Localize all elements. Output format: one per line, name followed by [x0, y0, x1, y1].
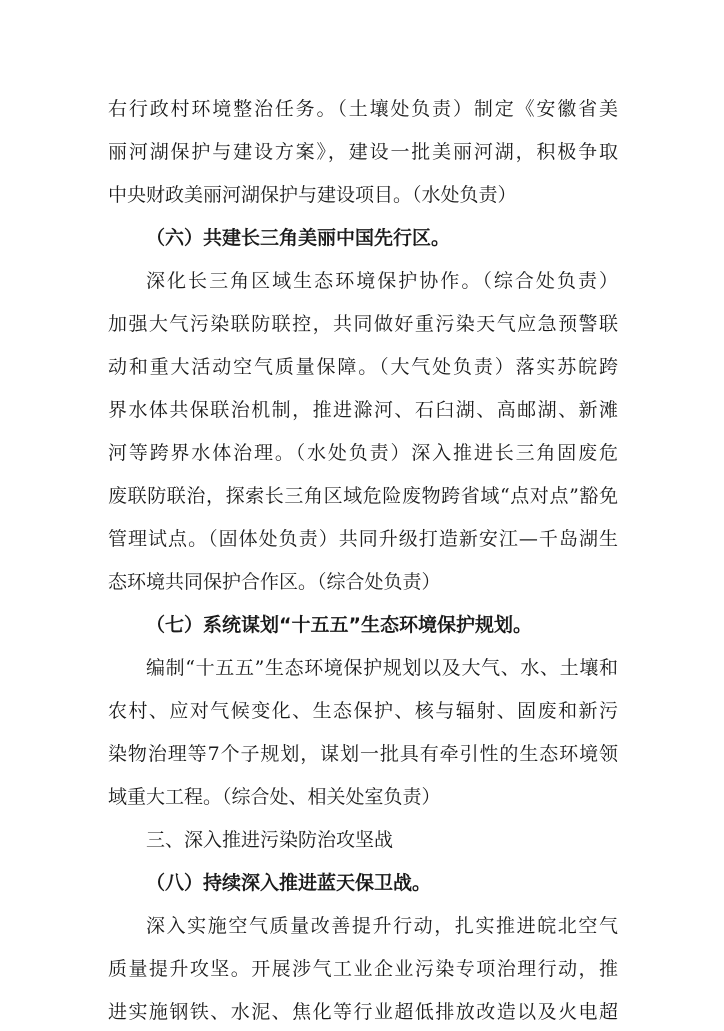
- body-line: 界水体共保联治机制，推进滁河、石臼湖、高邮湖、新滩: [108, 399, 618, 421]
- body-line: 态环境共同保护合作区。（综合处负责）: [108, 571, 441, 593]
- body-line: 加强大气污染联防联控，共同做好重污染天气应急预警联: [108, 313, 618, 335]
- body-line: 中央财政美丽河湖保护与建设项目。（水处负责）: [108, 184, 517, 206]
- body-line: 丽河湖保护与建设方案》，建设一批美丽河湖，积极争取: [108, 141, 618, 163]
- subheading-6: （六）共建长三角美丽中国先行区。: [146, 227, 451, 249]
- body-line: 废联防联治，探索长三角区域危险废物跨省域“点对点”豁免: [108, 485, 618, 507]
- body-line: 农村、应对气候变化、生态保护、核与辐射、固废和新污: [108, 700, 618, 722]
- body-line: 动和重大活动空气质量保障。（大气处负责）落实苏皖跨: [108, 356, 618, 378]
- subheading-7: （七）系统谋划“十五五”生态环境保护规划。: [146, 614, 532, 636]
- section-heading-3: 三、深入推进污染防治攻坚战: [146, 829, 394, 851]
- body-line: 右行政村环境整治任务。（土壤处负责）制定《安徽省美: [108, 98, 618, 120]
- body-line: 河等跨界水体治理。（水处负责）深入推进长三角固废危: [108, 442, 618, 464]
- body-line: 染物治理等7个子规划，谋划一批具有牵引性的生态环境领: [108, 743, 618, 765]
- body-line: 深化长三角区域生态环境保护协作。（综合处负责）: [146, 270, 618, 292]
- body-line: 管理试点。（固体处负责）共同升级打造新安江—千岛湖生: [108, 528, 618, 550]
- body-line: 编制“十五五”生态环境保护规划以及大气、水、土壤和: [146, 657, 618, 679]
- body-line: 质量提升攻坚。开展涉气工业企业污染专项治理行动，推: [108, 958, 618, 980]
- subheading-8: （八）持续深入推进蓝天保卫战。: [146, 872, 432, 894]
- body-line: 域重大工程。（综合处、相关处室负责）: [108, 786, 441, 808]
- body-line: 进实施钢铁、水泥、焦化等行业超低排放改造以及火电超: [108, 1001, 618, 1023]
- body-line: 深入实施空气质量改善提升行动，扎实推进皖北空气: [146, 915, 618, 937]
